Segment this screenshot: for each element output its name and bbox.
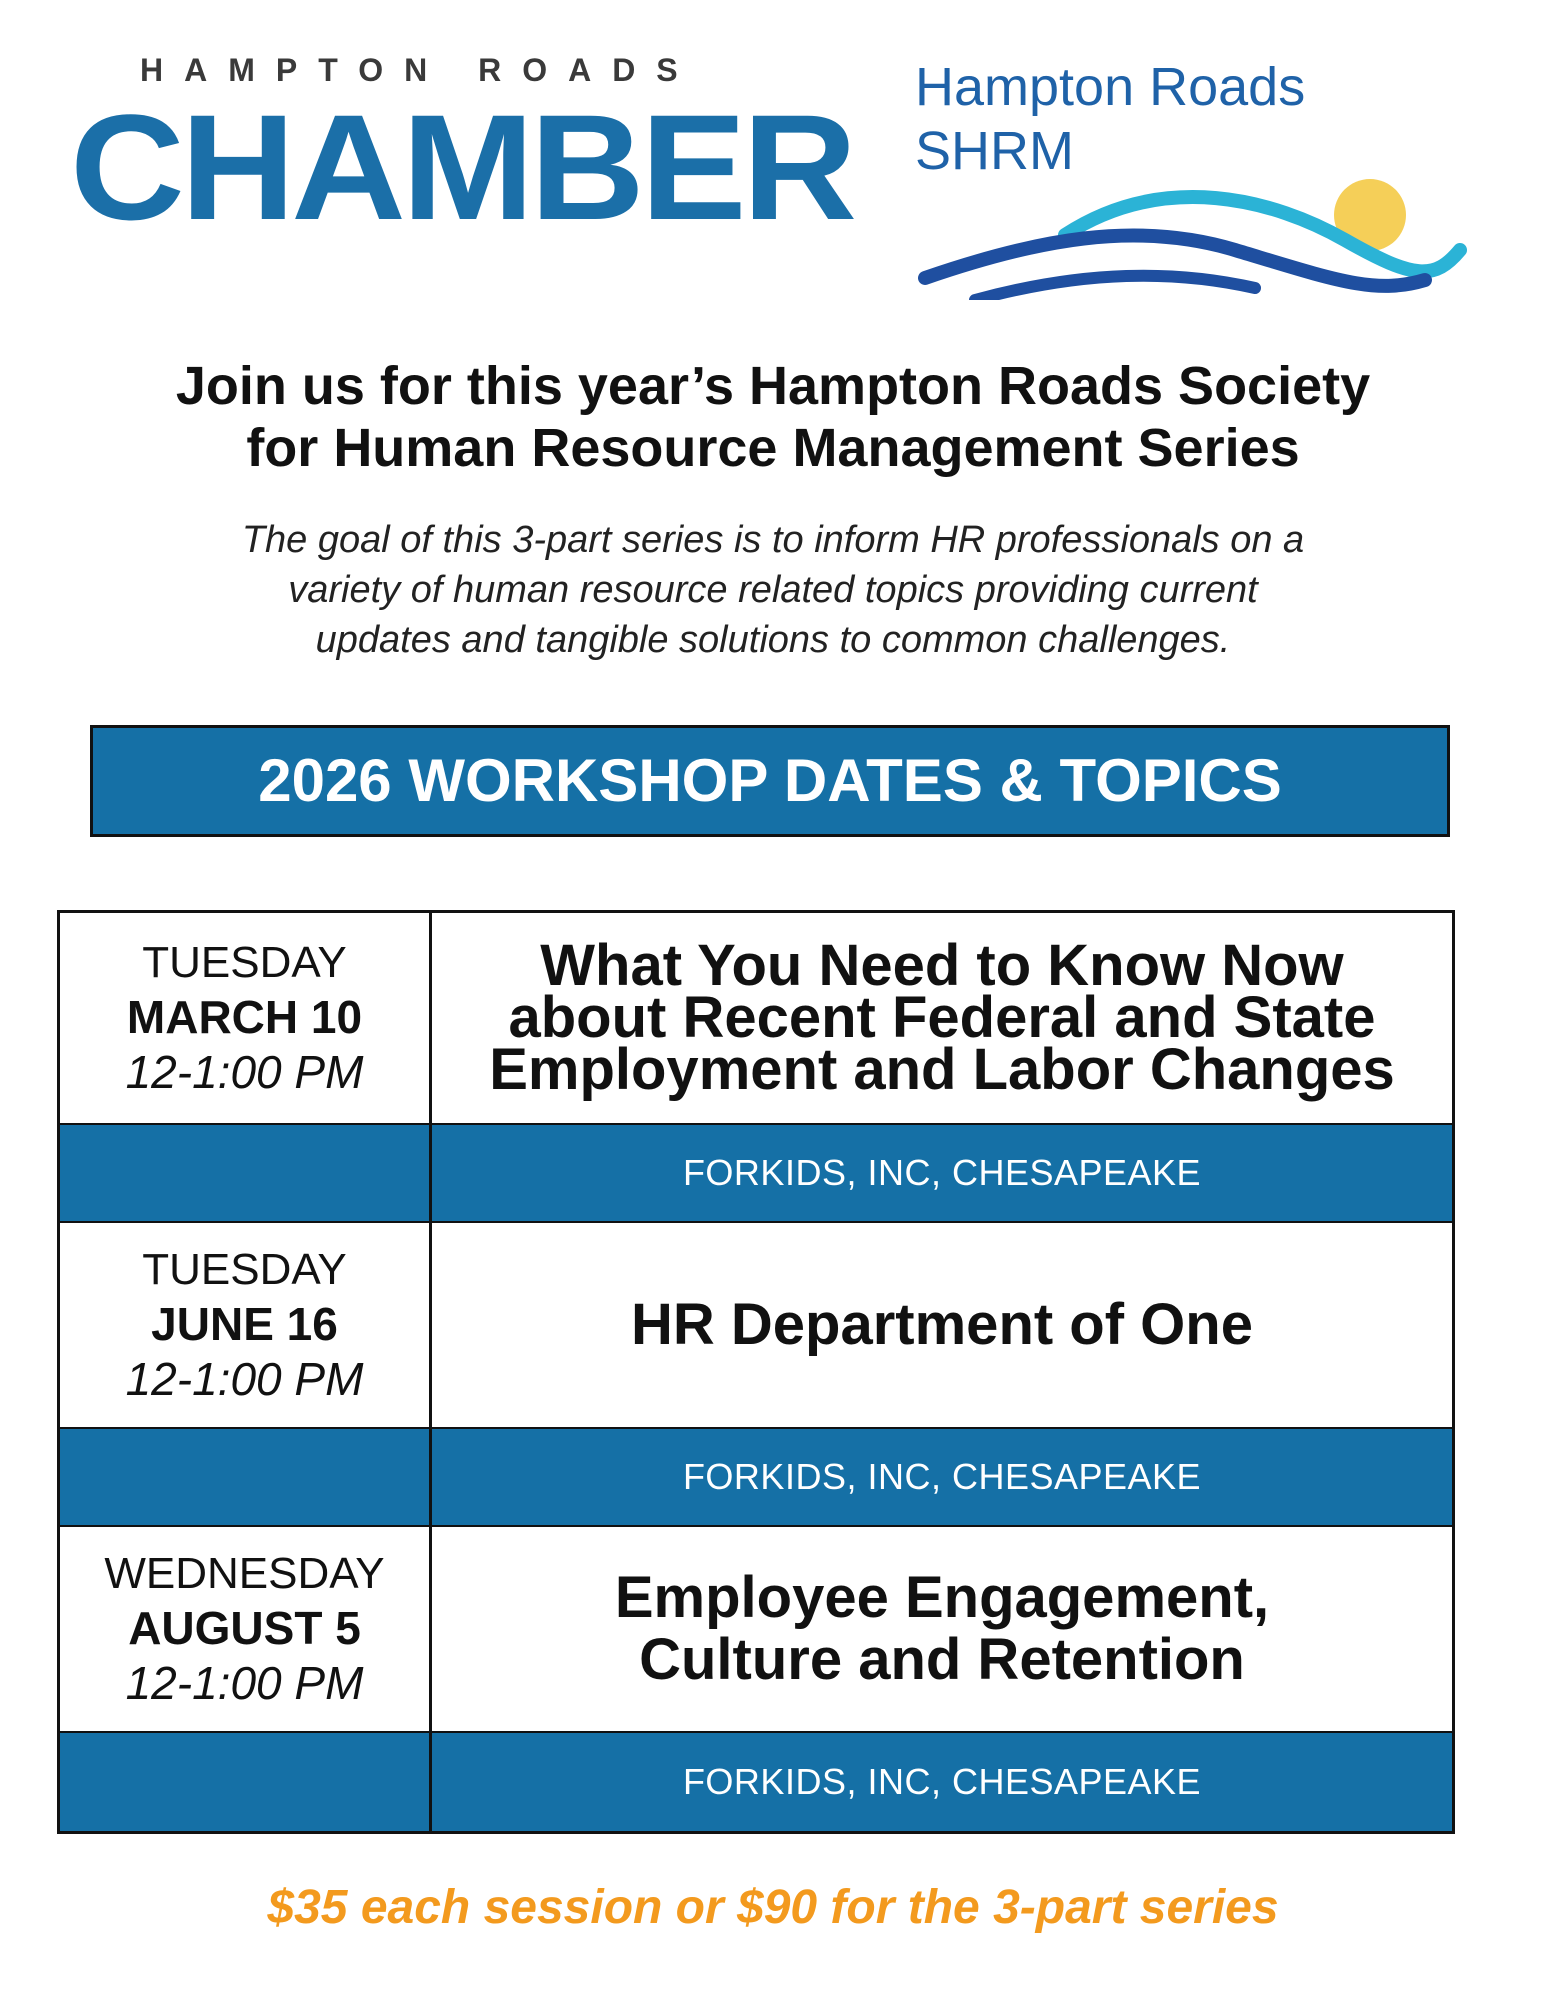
headline xyxy=(0,355,1546,479)
location-blank-cell xyxy=(60,1125,432,1221)
hampton-roads-chamber-logo xyxy=(70,52,853,262)
hampton-roads-shrm-logo xyxy=(915,57,1475,300)
price-note: $35 each session or $90 for the 3-part series xyxy=(267,1881,1279,1934)
session-time: 12-1:00 PM xyxy=(125,1657,364,1709)
session-topic xyxy=(432,1527,1452,1731)
session-location: FORKIDS, INC, CHESAPEAKE xyxy=(682,1761,1202,1802)
session-date: AUGUST 5 xyxy=(128,1602,361,1654)
session-day: TUESDAY xyxy=(142,938,347,987)
location-blank-cell xyxy=(60,1429,432,1525)
location-row xyxy=(60,1429,1452,1527)
session-row xyxy=(60,913,1452,1125)
session-topic-line: Employee Engagement, xyxy=(614,1565,1270,1630)
intro-line2: variety of human resource related topics providing current xyxy=(288,569,1258,611)
intro-line1: The goal of this 3-part series is to inform HR professionals on a xyxy=(241,519,1305,561)
session-date-cell xyxy=(60,1527,432,1731)
session-date-cell xyxy=(60,913,432,1123)
intro-paragraph xyxy=(140,515,1406,665)
shrm-logo-line2: SHRM xyxy=(915,121,1074,181)
session-topic xyxy=(432,913,1452,1123)
shrm-wave-sun-icon xyxy=(915,120,1475,300)
session-time: 12-1:00 PM xyxy=(125,1353,364,1405)
session-topic-line: What You Need to Know Now xyxy=(540,933,1344,998)
headline-line2: for Human Resource Management Series xyxy=(246,418,1300,478)
headline-line1: Join us for this year’s Hampton Roads Society xyxy=(175,356,1371,416)
session-row xyxy=(60,1527,1452,1733)
session-date: JUNE 16 xyxy=(151,1298,338,1350)
wave-blue-2-icon xyxy=(975,276,1255,300)
chamber-logo-big-text: CHAMBER xyxy=(70,83,853,251)
session-row xyxy=(60,1223,1452,1429)
shrm-logo-line1: Hampton Roads xyxy=(915,57,1306,117)
session-topic-line: about Recent Federal and State xyxy=(508,985,1376,1050)
session-date: MARCH 10 xyxy=(126,991,363,1043)
session-day: WEDNESDAY xyxy=(104,1549,385,1598)
session-day: TUESDAY xyxy=(142,1245,347,1294)
session-topic xyxy=(432,1223,1452,1427)
session-location: FORKIDS, INC, CHESAPEAKE xyxy=(682,1456,1202,1497)
location-row xyxy=(60,1125,1452,1223)
location-row xyxy=(60,1733,1452,1831)
session-topic-line: Employment and Labor Changes xyxy=(489,1037,1395,1102)
session-time: 12-1:00 PM xyxy=(125,1046,364,1098)
intro-line3: updates and tangible solutions to common challenges. xyxy=(315,619,1231,661)
chamber-logo-small-text: HAMPTON ROADS xyxy=(140,52,699,88)
session-topic-line: HR Department of One xyxy=(631,1292,1253,1357)
session-date-cell xyxy=(60,1223,432,1427)
workshop-dates-banner: 2026 WORKSHOP DATES & TOPICS xyxy=(90,725,1450,837)
schedule-table xyxy=(57,910,1455,1834)
location-blank-cell xyxy=(60,1733,432,1831)
session-topic-line: Culture and Retention xyxy=(639,1627,1245,1692)
session-location: FORKIDS, INC, CHESAPEAKE xyxy=(682,1152,1202,1193)
